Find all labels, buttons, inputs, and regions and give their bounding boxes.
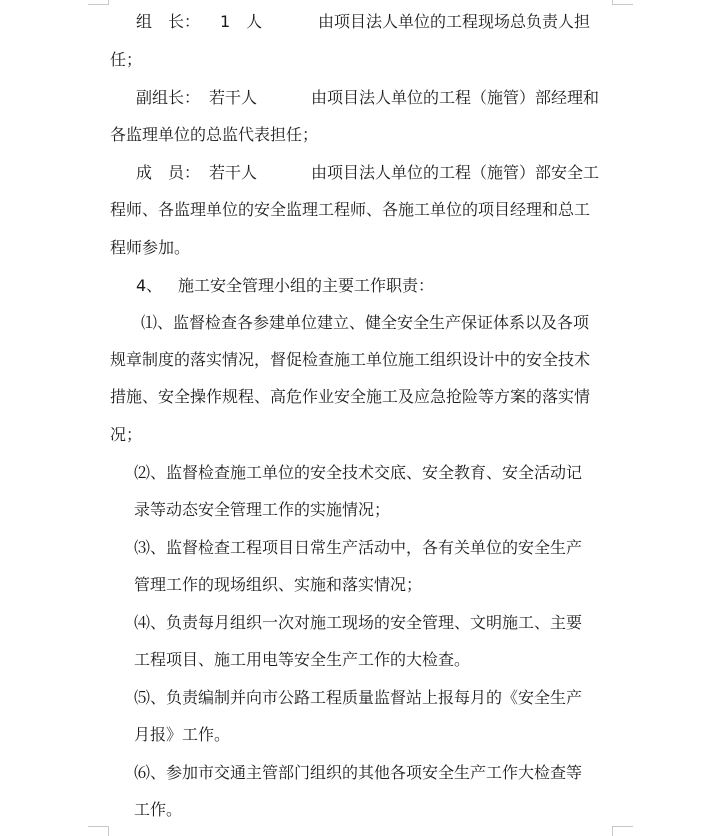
duty-item-line: 规章制度的落实情况，督促检查施工单位施工组织设计中的安全技术 [110, 350, 591, 369]
deputy-desc-cont: 各监理单位的总监代表担任； [110, 125, 319, 144]
page-corner-mark [88, 826, 109, 836]
duty-item-line: 工作。 [134, 800, 183, 819]
duty-item-line: 工程项目、施工用电等安全生产工作的大检查。 [134, 650, 471, 669]
leader-title: 组 长： [136, 12, 201, 31]
page-corner-mark [612, 0, 633, 5]
page-corner-mark [88, 0, 109, 5]
deputy-desc: 由项目法人单位的工程（施管）部经理和 [311, 88, 600, 107]
member-desc-cont: 程师、各监理单位的安全监理工程师、各施工单位的项目经理和总工 [110, 200, 591, 219]
duty-item-line: ⑴、监督检查各参建单位建立、健全安全生产保证体系以及各项 [141, 313, 590, 332]
member-title: 成 员： [136, 163, 201, 182]
leader-count: 1 人 [220, 12, 263, 31]
duty-item-line: ⑸、负责编制并向市公路工程质量监督站上报每月的《安全生产 [134, 688, 583, 707]
duty-item-line: 录等动态安全管理工作的实施情况； [134, 500, 391, 519]
section-number: 4、 [136, 276, 163, 295]
duty-item-line: ⑶、监督检查工程项目日常生产活动中，各有关单位的安全生产 [134, 538, 583, 557]
section-heading: 施工安全管理小组的主要工作职责： [178, 276, 435, 295]
member-desc: 由项目法人单位的工程（施管）部安全工 [311, 163, 600, 182]
duty-item-line: ⑵、监督检查施工单位的安全技术交底、安全教育、安全活动记 [134, 463, 583, 482]
duty-item-line: 况； [110, 425, 143, 444]
duty-item-line: ⑹、参加市交通主管部门组织的其他各项安全生产工作大检查等 [134, 763, 583, 782]
deputy-count: 若干人 [209, 88, 258, 107]
duty-item-line: 措施、安全操作规程、高危作业安全施工及应急抢险等方案的落实情 [110, 387, 591, 406]
leader-desc-cont: 任； [110, 50, 143, 69]
duty-item-line: ⑷、负责每月组织一次对施工现场的安全管理、文明施工、主要 [134, 613, 583, 632]
duty-item-line: 月报》工作。 [134, 725, 231, 744]
duty-item-line: 管理工作的现场组织、实施和落实情况； [134, 575, 423, 594]
member-desc-cont: 程师参加。 [110, 238, 191, 257]
deputy-title: 副组长： [136, 88, 201, 107]
page-corner-mark [612, 826, 633, 836]
member-count: 若干人 [209, 163, 258, 182]
leader-desc: 由项目法人单位的工程现场总负责人担 [318, 12, 591, 31]
